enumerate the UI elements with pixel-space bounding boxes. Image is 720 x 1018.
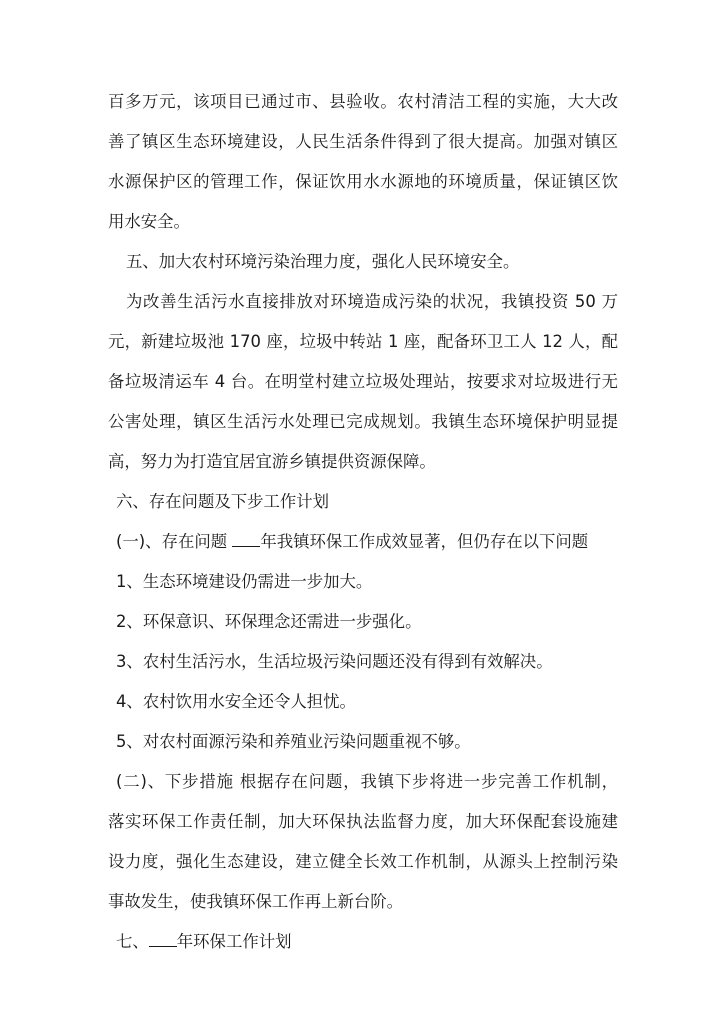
list-item: 2、环保意识、环保理念还需进一步强化。 (116, 612, 422, 631)
blank-year-field (232, 530, 260, 547)
paragraph-line: 元，新建垃圾池 170 座，垃圾中转站 1 座，配备环卫工人 12 人，配 (108, 332, 618, 351)
section-title: 年环保工作计划 (176, 932, 292, 951)
paragraph-line: 事故发生，使我镇环保工作再上新台阶。 (108, 892, 404, 911)
paragraph-line: 落实环保工作责任制，加大环保执法监督力度，加大环保配套设施建 (108, 812, 618, 831)
list-item: 1、生态环境建设仍需进一步加大。 (116, 572, 373, 591)
section-heading: 六、存在问题及下步工作计划 (116, 492, 330, 511)
subsection-line (116, 530, 618, 554)
list-item: 4、农村饮用水安全还令人担忧。 (116, 692, 356, 711)
section-heading: 五、加大农村环境污染治理力度，强化人民环境安全。 (126, 252, 520, 271)
section-number: 七、 (116, 932, 149, 951)
paragraph-line: (二)、下步措施 根据存在问题，我镇下步将进一步完善工作机制， (116, 772, 618, 791)
paragraph-line: 备垃圾清运车 4 台。在明堂村建立垃圾处理站，按要求对垃圾进行无 (108, 372, 618, 391)
paragraph-line: 高，努力为打造宜居宜游乡镇提供资源保障。 (108, 452, 436, 471)
paragraph-line: 水源保护区的管理工作，保证饮用水水源地的环境质量，保证镇区饮 (108, 172, 618, 191)
subsection-text: 年我镇环保工作成效显著，但仍存在以下问题 (260, 532, 589, 551)
paragraph-line: 公害处理，镇区生活污水处理已完成规划。我镇生态环境保护明显提 (108, 412, 618, 431)
blank-year-field (149, 930, 177, 947)
paragraph-line: 百多万元，该项目已通过市、县验收。农村清洁工程的实施，大大改 (108, 92, 618, 111)
section-heading (116, 930, 618, 954)
list-item: 3、农村生活污水，生活垃圾污染问题还没有得到有效解决。 (116, 652, 553, 671)
list-item: 5、对农村面源污染和养殖业污染问题重视不够。 (116, 732, 471, 751)
paragraph-line: 用水安全。 (108, 212, 190, 231)
paragraph-line: 设力度，强化生态建设，建立健全长效工作机制，从源头上控制污染 (108, 852, 618, 871)
subsection-label: (一)、存在问题 (116, 532, 228, 551)
paragraph-line: 为改善生活污水直接排放对环境造成污染的状况，我镇投资 50 万 (126, 292, 618, 311)
paragraph-line: 善了镇区生态环境建设，人民生活条件得到了很大提高。加强对镇区 (108, 132, 618, 151)
